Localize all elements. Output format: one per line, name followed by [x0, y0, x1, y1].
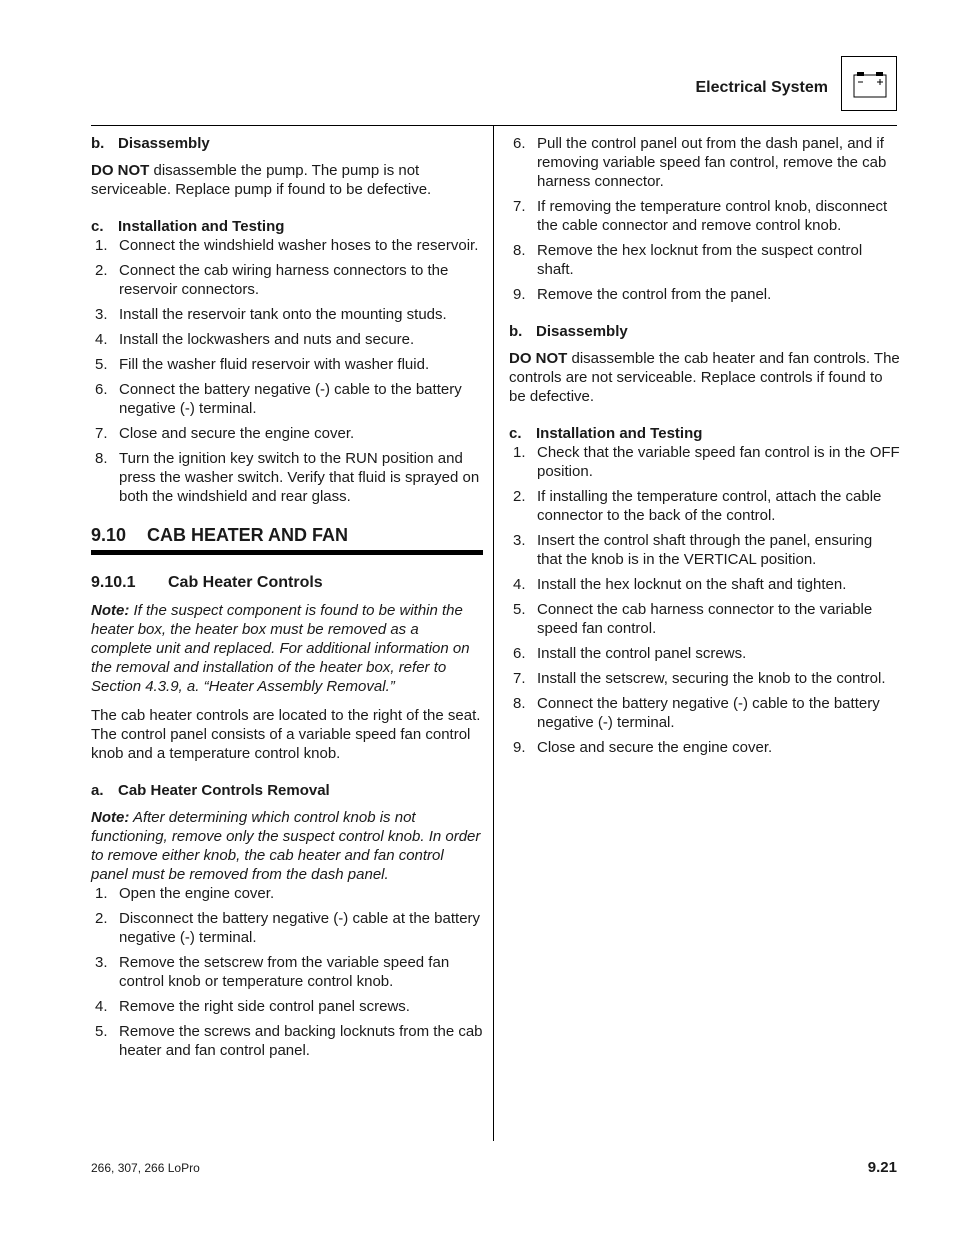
right-column [509, 134, 901, 757]
column-divider [493, 126, 494, 1141]
list-item: 9. Remove the control from the panel. [513, 286, 772, 303]
list-item: 1. Connect the windshield washer hoses to the reservoir. [95, 237, 479, 254]
list-item: 4. Remove the right side control panel screws. [95, 998, 410, 1015]
installation-heading: c. Installation and Testing [509, 425, 703, 442]
list-item: 7. Install the setscrew, securing the knob to the control. [513, 670, 886, 687]
list-item: 1. Open the engine cover. [95, 885, 275, 902]
list-item: 8. Turn the ignition key switch to the RUN position and press the washer switch. Verify that fluid is sprayed on both the windshield and rear glass. [95, 450, 480, 505]
battery-icon [841, 56, 897, 111]
list-item: 7. Close and secure the engine cover. [95, 425, 355, 442]
subsection-title: 9.10.1 Cab Heater Controls [91, 574, 323, 591]
disassembly-paragraph: DO NOT disassemble the pump. The pump is not serviceable. Replace pump if found to be defective. [91, 162, 432, 198]
list-item: 9. Close and secure the engine cover. [513, 739, 773, 756]
note-control-knob: Note: After determining which control knob is not functioning, remove only the suspect control knob. In order to remove either knob, the cab heater and fan control panel must be removed from the dash panel. [91, 809, 481, 883]
list-item: 3. Remove the setscrew from the variable speed fan control knob or temperature control knob. [95, 954, 450, 990]
page-header-title: Electrical System [695, 79, 828, 96]
installation-steps [509, 443, 901, 757]
page-number: 9.21 [867, 1159, 897, 1176]
disassembly-paragraph: DO NOT disassemble the cab heater and fan controls. The controls are not serviceable. Replace controls if found to be defective. [509, 350, 900, 405]
list-item: 4. Install the hex locknut on the shaft and tighten. [513, 576, 847, 593]
installation-steps [91, 236, 483, 506]
list-item: 7. If removing the temperature control knob, disconnect the cable connector and remove control knob. [513, 198, 888, 234]
section-title: 9.10 CAB HEATER AND FAN [91, 524, 483, 555]
list-item: 6. Connect the battery negative (-) cable to the battery negative (-) terminal. [95, 381, 462, 417]
header-rule [91, 125, 897, 126]
list-item: 6. Install the control panel screws. [513, 645, 747, 662]
list-item: 5. Fill the washer fluid reservoir with washer fluid. [95, 356, 430, 373]
removal-steps [91, 884, 483, 1060]
list-item: 5. Remove the screws and backing locknuts from the cab heater and fan control panel. [95, 1023, 483, 1059]
list-item: 3. Insert the control shaft through the panel, ensuring that the knob is in the VERTICAL position. [513, 532, 873, 568]
left-column [91, 134, 483, 1060]
note-heater-box: Note: If the suspect component is found to be within the heater box, the heater box must be removed as a complete unit and replaced. For additional information on the removal and installation of the heater box, refer to Section 4.3.9, a. “Heater Assembly Removal.” [91, 602, 470, 695]
removal-heading: a. Cab Heater Controls Removal [91, 782, 330, 799]
disassembly-heading: b. Disassembly [509, 323, 628, 340]
list-item: 3. Install the reservoir tank onto the mounting studs. [95, 306, 447, 323]
disassembly-heading: b. Disassembly [91, 135, 210, 152]
list-item: 1. Check that the variable speed fan control is in the OFF position. [513, 444, 900, 480]
list-item: 8. Connect the battery negative (-) cable to the battery negative (-) terminal. [513, 695, 880, 731]
intro-paragraph: The cab heater controls are located to the right of the seat. The control panel consists of a variable speed fan control knob and a temperature control knob. [91, 707, 481, 762]
list-item: 5. Connect the cab harness connector to the variable speed fan control. [513, 601, 873, 637]
list-item: 4. Install the lockwashers and nuts and secure. [95, 331, 415, 348]
list-item: 8. Remove the hex locknut from the suspect control shaft. [513, 242, 863, 278]
installation-heading: c. Installation and Testing [91, 218, 285, 235]
list-item: 6. Pull the control panel out from the dash panel, and if removing variable speed fan control, remove the cab harness connector. [513, 135, 887, 190]
list-item: 2. If installing the temperature control, attach the cable connector to the back of the control. [513, 488, 882, 524]
footer-models: 266, 307, 266 LoPro [91, 1161, 200, 1175]
removal-steps-continued [509, 134, 901, 304]
list-item: 2. Connect the cab wiring harness connectors to the reservoir connectors. [95, 262, 449, 298]
list-item: 2. Disconnect the battery negative (-) cable at the battery negative (-) terminal. [95, 910, 481, 946]
